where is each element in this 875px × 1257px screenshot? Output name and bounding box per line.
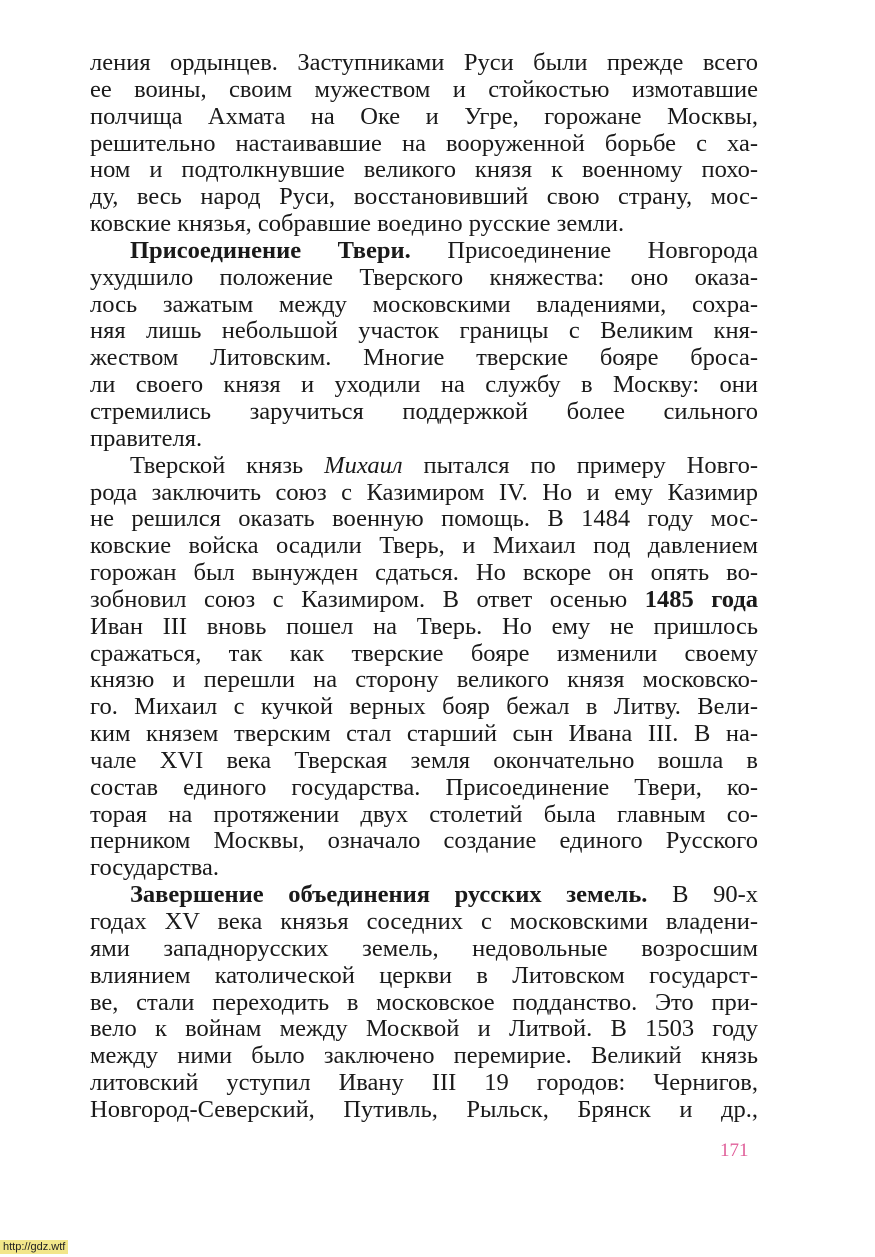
text-segment: ном и подтолкнувшие великого князя к военному похо-: [90, 156, 758, 184]
text-line: [90, 614, 758, 641]
text-line: [90, 77, 758, 104]
text-segment: ковские князья, собравшие воедино русские земли.: [90, 210, 625, 238]
text-line: [90, 828, 758, 855]
bold-text: Завершение объединения русских земель.: [130, 881, 648, 909]
text-segment: жеством Литовским. Многие тверские бояре броса-: [90, 344, 758, 372]
text-line: [90, 694, 758, 721]
text-segment: вело к войнам между Москвой и Литвой. В 1503 году: [90, 1015, 758, 1043]
text-line: [90, 882, 758, 909]
text-line: [90, 748, 758, 775]
text-segment: няя лишь небольшой участок границы с Великим кня-: [90, 317, 758, 345]
text-line: [90, 721, 758, 748]
text-segment: состав единого государства. Присоединение Твери, ко-: [90, 773, 758, 801]
text-segment: В 90-х: [647, 881, 758, 909]
text-line: [90, 399, 758, 426]
text-segment: сражаться, так как тверские бояре изменили своему: [90, 639, 758, 667]
text-segment: между ними было заключено перемирие. Великий князь: [90, 1042, 758, 1070]
watermark-link[interactable]: http://gdz.wtf: [0, 1240, 68, 1254]
text-line: [90, 238, 758, 265]
text-segment: литовский уступил Ивану III 19 городов: Чернигов,: [90, 1069, 758, 1097]
text-segment: ее воины, своим мужеством и стойкостью измотавшие: [90, 75, 758, 103]
text-segment: ли своего князя и уходили на службу в Москву: они: [90, 371, 758, 399]
text-line: [90, 426, 758, 453]
text-line: [90, 265, 758, 292]
text-segment: рода заключить союз с Казимиром IV. Но и ему Казимир: [90, 478, 758, 506]
paragraph: [90, 50, 758, 238]
text-segment: ковские войска осадили Тверь, и Михаил под давлением: [90, 532, 758, 560]
text-segment: годах XV века князья соседних с московскими владени-: [90, 908, 758, 935]
text-segment: ким князем тверским стал старший сын Ивана III. В на-: [90, 720, 758, 748]
text-segment: ду, весь народ Руси, восстановивший свою страну, мос-: [90, 183, 758, 211]
bold-text: Присоединение Твери.: [130, 236, 411, 264]
paragraph: [90, 453, 758, 883]
text-line: [90, 990, 758, 1017]
paragraph: [90, 882, 758, 1124]
text-line: [90, 50, 758, 77]
text-line: [90, 936, 758, 963]
bold-text: 1485 года: [644, 585, 758, 613]
text-line: [90, 963, 758, 990]
text-segment: влиянием католической церкви в Литовском государст-: [90, 961, 758, 989]
text-line: [90, 211, 758, 238]
text-line: [90, 775, 758, 802]
text-segment: торая на протяжении двух столетий была главным со-: [90, 800, 758, 828]
text-line: [90, 184, 758, 211]
text-segment: ве, стали переходить в московское подданство. Это при-: [90, 988, 758, 1016]
text-segment: лось зажатым между московскими владениями, сохра-: [90, 290, 758, 318]
text-segment: полчища Ахмата на Оке и Угре, горожане Москвы,: [90, 102, 758, 130]
text-segment: зобновил союз с Казимиром. В ответ осенью: [90, 585, 645, 613]
text-segment: князю и перешли на сторону великого князя московско-: [90, 666, 758, 694]
text-segment: государства.: [90, 854, 219, 882]
text-line: [90, 802, 758, 829]
text-line: [90, 131, 758, 158]
text-line: [90, 292, 758, 319]
text-line: [90, 1043, 758, 1070]
text-segment: стремились заручиться поддержкой более сильного: [90, 397, 758, 425]
text-segment: правителя.: [90, 424, 203, 452]
text-segment: ухудшило положение Тверского княжества: оно оказа-: [90, 263, 758, 291]
text-line: [90, 104, 758, 131]
text-line: [90, 533, 758, 560]
text-segment: ями западнорусских земель, недовольные возросшим: [90, 934, 758, 962]
text-segment: го. Михаил с кучкой верных бояр бежал в Литву. Вели-: [90, 693, 758, 721]
text-segment: перником Москвы, означало создание единого Русского: [90, 827, 758, 855]
text-line: [90, 372, 758, 399]
text-line: [90, 345, 758, 372]
text-line: [90, 667, 758, 694]
text-segment: решительно настаивавшие на вооруженной борьбе с ха-: [90, 129, 758, 157]
paragraph: [90, 238, 758, 453]
text-line: [90, 1070, 758, 1097]
italic-text: Михаил: [324, 451, 403, 479]
text-segment: не решился оказать военную помощь. В 1484 году мос-: [90, 505, 758, 533]
text-segment: горожан был вынужден сдаться. Но вскоре он опять во-: [90, 559, 758, 587]
text-segment: Иван III вновь пошел на Тверь. Но ему не пришлось: [90, 612, 758, 640]
text-line: [90, 560, 758, 587]
page-number: 171: [720, 1140, 749, 1161]
text-line: [90, 318, 758, 345]
text-segment: ления ордынцев. Заступниками Руси были прежде всего: [90, 49, 758, 76]
text-line: [90, 1097, 758, 1124]
text-line: [90, 157, 758, 184]
text-segment: Новгород-Северский, Путивль, Рыльск, Брянск и др.,: [90, 1095, 758, 1123]
text-line: [90, 480, 758, 507]
text-segment: Присоединение Новгорода: [410, 236, 758, 264]
body-text: [90, 50, 758, 1124]
text-segment: пытался по примеру Новго-: [402, 451, 758, 479]
text-line: [90, 909, 758, 936]
text-line: [90, 855, 758, 882]
text-line: [90, 453, 758, 480]
text-line: [90, 587, 758, 614]
text-line: [90, 641, 758, 668]
text-segment: чале XVI века Тверская земля окончательно вошла в: [90, 746, 758, 774]
text-segment: Тверской князь: [130, 451, 325, 479]
text-line: [90, 1016, 758, 1043]
text-line: [90, 506, 758, 533]
